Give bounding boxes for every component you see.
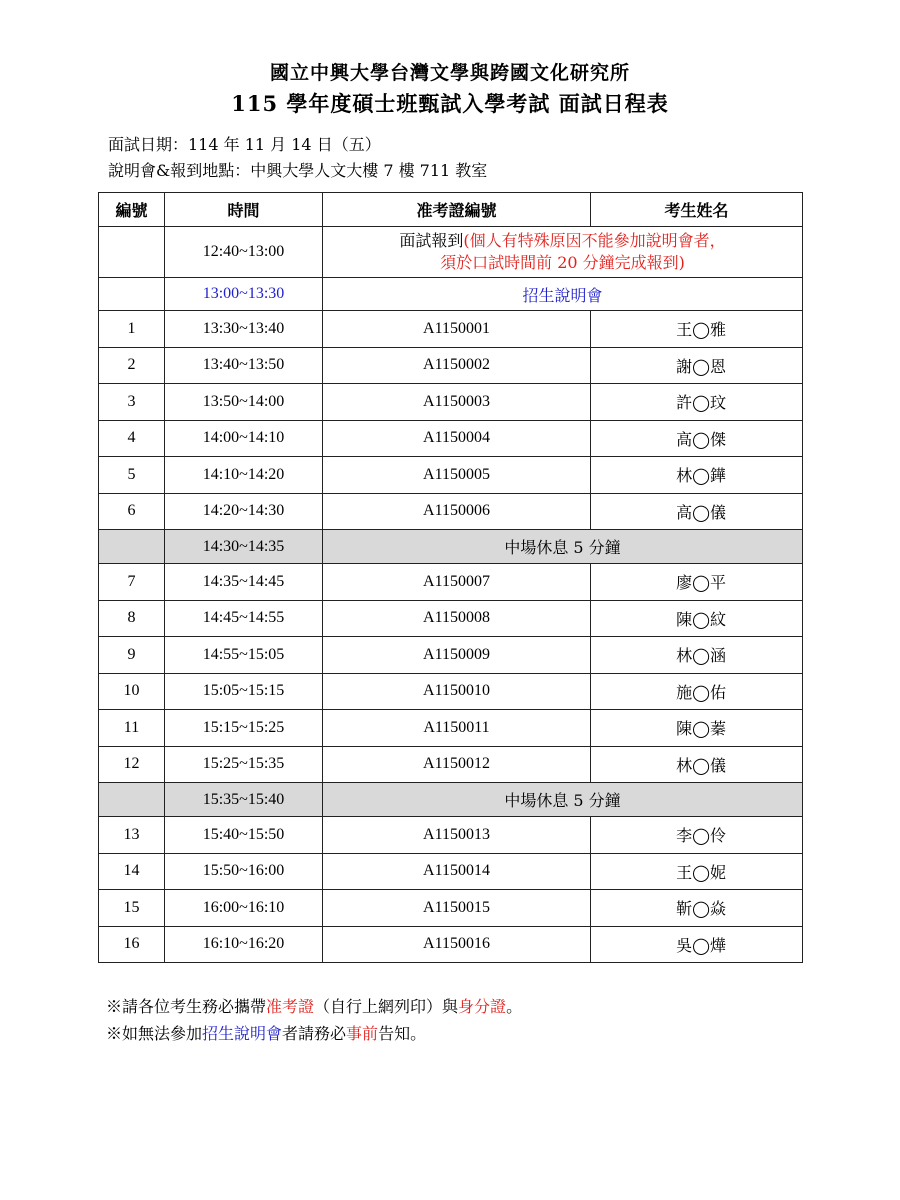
briefing-label: 招生說明會 [323,278,803,311]
row-exam-id: A1150005 [323,457,591,494]
note1-prefix: ※請各位考生務必攜帶 [106,997,267,1016]
row-time: 15:25~15:35 [165,746,323,783]
row-number: 3 [99,384,165,421]
row-candidate-name: 李◯伶 [591,817,803,854]
break-label: 中場休息 5 分鐘 [323,783,803,817]
row-exam-id: A1150007 [323,564,591,601]
row-exam-id: A1150011 [323,710,591,747]
col-header-number: 編號 [99,193,165,227]
row-exam-id: A1150001 [323,311,591,348]
row-candidate-name: 施◯佑 [591,673,803,710]
col-header-exam-id: 准考證編號 [323,193,591,227]
table-row [99,890,803,927]
row-exam-id: A1150016 [323,926,591,963]
checkin-note-line2: 須於口試時間前 20 分鐘完成報到) [440,253,685,272]
row-exam-id: A1150009 [323,637,591,674]
briefing-number-cell [99,278,165,311]
break-number-cell [99,783,165,817]
break-number-cell [99,530,165,564]
row-candidate-name: 廖◯平 [591,564,803,601]
row-time: 16:00~16:10 [165,890,323,927]
table-row [99,817,803,854]
row-number: 6 [99,493,165,530]
table-header-row [99,193,803,227]
table-row [99,853,803,890]
row-candidate-name: 謝◯恩 [591,347,803,384]
row-time: 15:15~15:25 [165,710,323,747]
table-row [99,384,803,421]
row-candidate-name: 吳◯燁 [591,926,803,963]
row-number: 10 [99,673,165,710]
checkin-time: 12:40~13:00 [165,227,323,278]
row-time: 15:05~15:15 [165,673,323,710]
note2-mid: 者請務必 [282,1024,347,1043]
page-subtitle: 115 學年度碩士班甄試入學考試 面試日程表 [231,91,669,116]
row-number: 8 [99,600,165,637]
row-number: 13 [99,817,165,854]
row-exam-id: A1150012 [323,746,591,783]
row-candidate-name: 林◯涵 [591,637,803,674]
row-time: 15:40~15:50 [165,817,323,854]
table-row [99,311,803,348]
table-row [99,926,803,963]
row-exam-id: A1150014 [323,853,591,890]
row-number: 16 [99,926,165,963]
interview-date: 面試日期：114 年 11 月 14 日（五） [108,135,381,154]
row-candidate-name: 林◯儀 [591,746,803,783]
briefing-time: 13:00~13:30 [165,278,323,311]
row-time: 15:50~16:00 [165,853,323,890]
row-number: 4 [99,420,165,457]
row-exam-id: A1150013 [323,817,591,854]
checkin-label: 面試報到 [399,231,464,250]
row-candidate-name: 靳◯焱 [591,890,803,927]
row-time: 13:30~13:40 [165,311,323,348]
row-exam-id: A1150015 [323,890,591,927]
row-number: 14 [99,853,165,890]
table-row [99,746,803,783]
break-row [99,783,803,817]
note2-suffix: 告知。 [378,1024,427,1043]
row-candidate-name: 高◯儀 [591,493,803,530]
row-candidate-name: 陳◯紋 [591,600,803,637]
checkin-note-line1: (個人有特殊原因不能參加說明會者， [463,231,726,250]
note2-prefix: ※如無法參加 [106,1024,203,1043]
row-time: 14:20~14:30 [165,493,323,530]
note1-admission-ticket: 准考證 [266,997,315,1016]
row-candidate-name: 許◯玟 [591,384,803,421]
briefing-row [99,278,803,311]
note1-id-card: 身分證 [458,997,507,1016]
row-time: 14:10~14:20 [165,457,323,494]
note-absence [106,1021,426,1044]
row-exam-id: A1150010 [323,673,591,710]
note-documents [106,994,522,1017]
interview-location: 說明會&報到地點：中興大學人文大樓 7 樓 711 教室 [108,161,488,180]
break-time: 15:35~15:40 [165,783,323,817]
row-candidate-name: 林◯鏵 [591,457,803,494]
table-row [99,347,803,384]
table-row [99,420,803,457]
table-row [99,493,803,530]
table-row [99,637,803,674]
table-row [99,600,803,637]
row-exam-id: A1150002 [323,347,591,384]
checkin-number-cell [99,227,165,278]
row-exam-id: A1150008 [323,600,591,637]
row-number: 1 [99,311,165,348]
row-exam-id: A1150004 [323,420,591,457]
row-exam-id: A1150006 [323,493,591,530]
row-time: 14:00~14:10 [165,420,323,457]
row-number: 11 [99,710,165,747]
row-time: 13:50~14:00 [165,384,323,421]
break-label: 中場休息 5 分鐘 [323,530,803,564]
row-number: 9 [99,637,165,674]
note2-briefing: 招生說明會 [202,1024,283,1043]
page-title: 國立中興大學台灣文學與跨國文化研究所 [269,62,630,84]
row-time: 14:45~14:55 [165,600,323,637]
row-time: 14:55~15:05 [165,637,323,674]
row-number: 12 [99,746,165,783]
row-number: 2 [99,347,165,384]
row-candidate-name: 陳◯蓁 [591,710,803,747]
break-time: 14:30~14:35 [165,530,323,564]
note1-mid: （自行上網列印）與 [314,997,459,1016]
schedule-table [98,192,803,963]
break-row [99,530,803,564]
table-row [99,673,803,710]
checkin-info [323,227,803,278]
table-row [99,457,803,494]
row-number: 5 [99,457,165,494]
row-number: 15 [99,890,165,927]
checkin-row [99,227,803,278]
col-header-name: 考生姓名 [591,193,803,227]
row-candidate-name: 王◯雅 [591,311,803,348]
table-row [99,710,803,747]
row-exam-id: A1150003 [323,384,591,421]
table-row [99,564,803,601]
row-time: 16:10~16:20 [165,926,323,963]
row-number: 7 [99,564,165,601]
row-time: 13:40~13:50 [165,347,323,384]
row-candidate-name: 高◯傑 [591,420,803,457]
note1-suffix: 。 [506,997,523,1016]
note2-advance: 事前 [346,1024,379,1043]
row-time: 14:35~14:45 [165,564,323,601]
row-candidate-name: 王◯妮 [591,853,803,890]
col-header-time: 時間 [165,193,323,227]
